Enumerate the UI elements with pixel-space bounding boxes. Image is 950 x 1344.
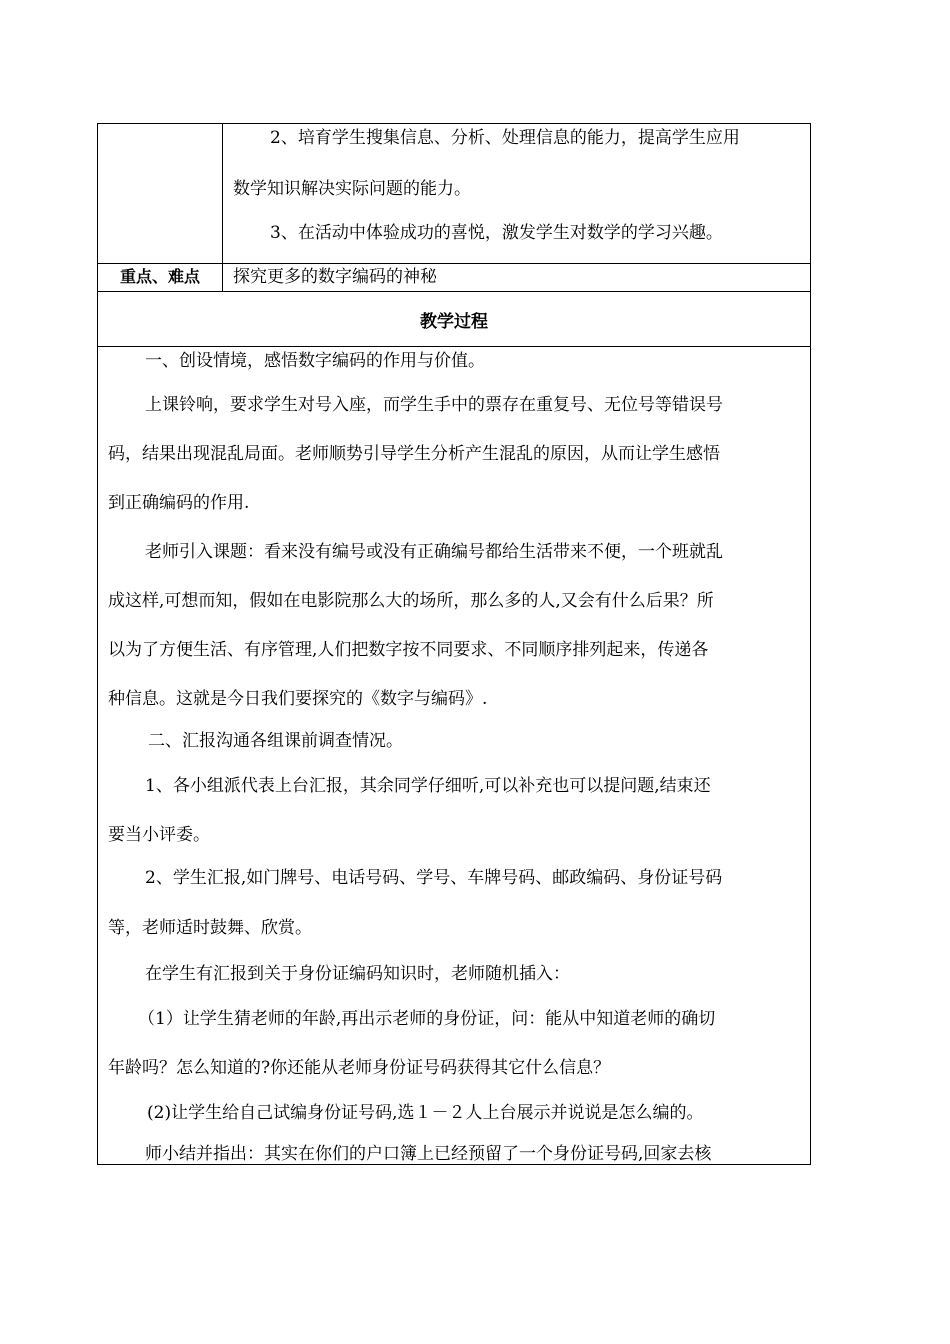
goals-row — [98, 124, 811, 264]
key-points-label-cell — [98, 264, 223, 292]
process-line: (2)让学生给自己试编身份证号码,选１－２人上台展示并说说是怎么编的。 — [147, 1103, 704, 1123]
process-line: 一、创设情境，感悟数字编码的作用与价值。 — [145, 351, 485, 371]
key-points-label: 重点、难点 — [119, 267, 200, 286]
process-line: 2、学生汇报,如门牌号、电话号码、学号、车牌号码、邮政编码、身份证号码 — [145, 868, 723, 888]
process-line: 成这样,可想而知，假如在电影院那么大的场所，那么多的人,又会有什么后果？所 — [108, 591, 714, 611]
process-body — [98, 347, 810, 1164]
goal-item-3: 3、在活动中体验成功的喜悦，激发学生对数学的学习兴趣。 — [270, 223, 723, 243]
goals-label-cell — [98, 124, 223, 264]
process-line: 在学生有汇报到关于身份证编码知识时，老师随机插入： — [145, 964, 570, 984]
process-line: 种信息。这就是今日我们要探究的《数字与编码》. — [108, 689, 488, 709]
process-body-cell — [98, 347, 811, 1165]
process-line: 二、汇报沟通各组课前调查情况。 — [148, 731, 403, 751]
key-points-value-cell — [223, 264, 811, 292]
goal-item-2-line-2: 数学知识解决实际问题的能力。 — [233, 179, 471, 199]
process-line: 以为了方便生活、有序管理,人们把数字按不同要求、不同顺序排列起来，传递各 — [108, 640, 709, 660]
lesson-plan-table-wrapper — [97, 123, 811, 1165]
goal-item-2-line-1: 2、培育学生搜集信息、分析、处理信息的能力，提高学生应用 — [270, 128, 740, 148]
process-line: 1、各小组派代表上台汇报，其余同学仔细听,可以补充也可以提问题,结束还 — [145, 776, 711, 796]
process-title-row — [98, 292, 811, 347]
lesson-plan-table — [97, 123, 811, 1165]
process-line: 年龄吗？怎么知道的?你还能从老师身份证号码获得其它什么信息？ — [108, 1058, 611, 1078]
process-line: 码，结果出现混乱局面。老师顺势引导学生分析产生混乱的原因，从而让学生感悟 — [108, 444, 720, 464]
process-line: 师小结并指出：其实在你们的户口簿上已经预留了一个身份证号码,回家去核 — [145, 1144, 712, 1164]
goals-content-cell — [223, 124, 811, 264]
process-title-cell — [98, 292, 811, 347]
process-line: 要当小评委。 — [108, 825, 210, 845]
process-line: 等，老师适时鼓舞、欣赏。 — [108, 918, 312, 938]
process-body-row — [98, 347, 811, 1165]
process-title: 教学过程 — [420, 311, 488, 332]
process-line: 上课铃响，要求学生对号入座，而学生手中的票存在重复号、无位号等错误号 — [145, 395, 723, 415]
process-line: （1）让学生猜老师的年龄,再出示老师的身份证，问：能从中知道老师的确切 — [138, 1009, 716, 1029]
key-points-value: 探究更多的数字编码的神秘 — [233, 267, 437, 287]
process-line: 老师引入课题：看来没有编号或没有正确编号都给生活带来不便，一个班就乱 — [145, 542, 723, 562]
key-points-row — [98, 264, 811, 292]
process-line: 到正确编码的作用. — [108, 493, 250, 513]
